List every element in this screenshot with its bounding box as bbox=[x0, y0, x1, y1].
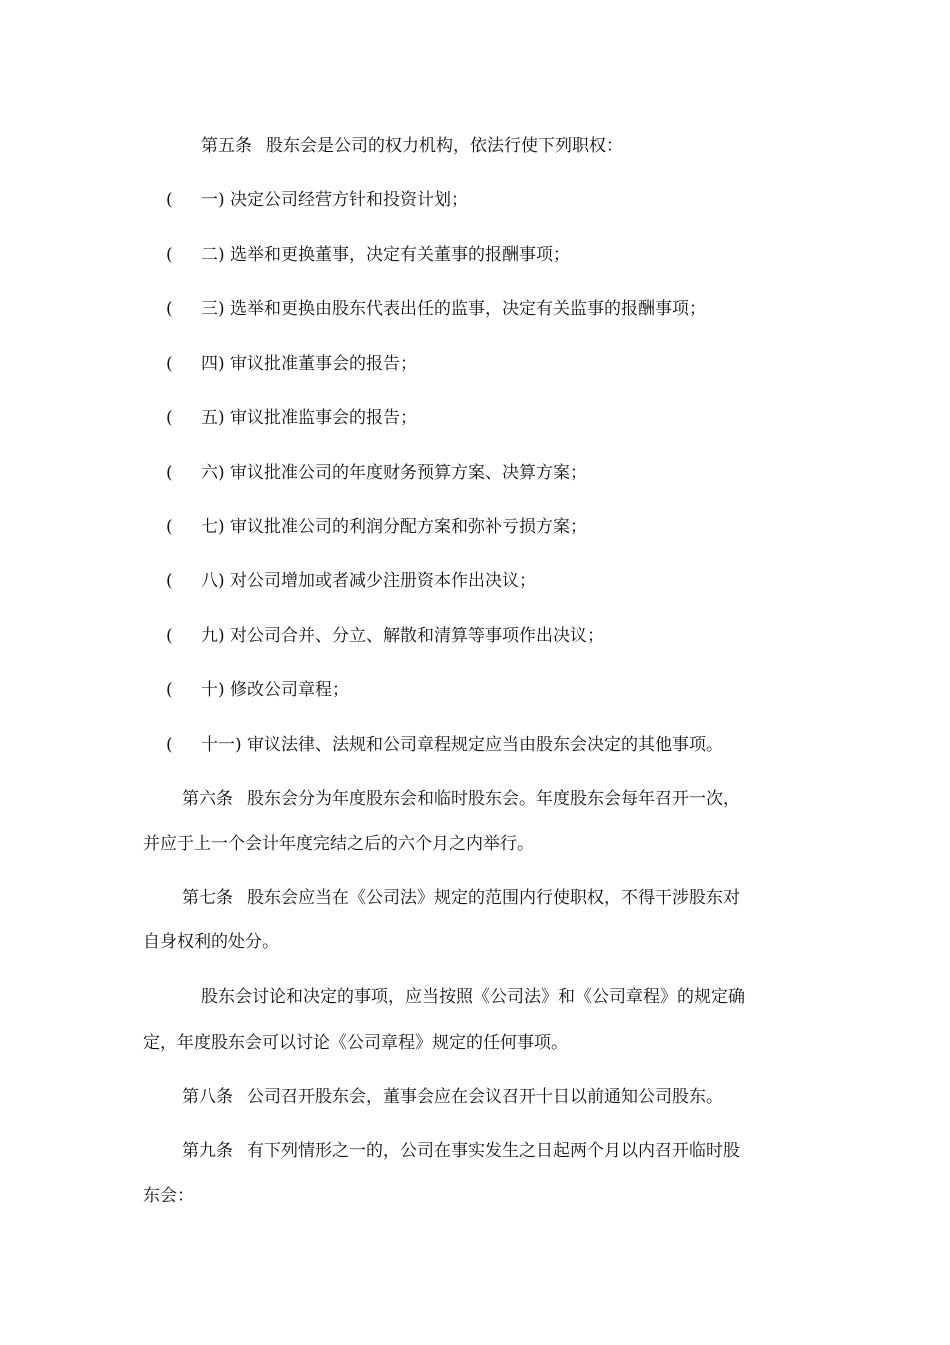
item-paren: ( bbox=[166, 354, 173, 374]
item-text: 九) 对公司合并、分立、解散和清算等事项作出决议； bbox=[201, 626, 605, 646]
article-6-line-1 bbox=[182, 787, 740, 811]
article-6-head: 第六条 bbox=[182, 789, 233, 809]
item-text: 一) 决定公司经营方针和投资计划； bbox=[201, 190, 469, 210]
list-item bbox=[0, 678, 950, 702]
list-item bbox=[0, 624, 950, 648]
item-text: 十一) 审议法律、法规和公司章程规定应当由股东会决定的其他事项。 bbox=[201, 735, 724, 755]
item-text: 二) 选举和更换董事，决定有关董事的报酬事项； bbox=[201, 245, 571, 265]
item-paren: ( bbox=[166, 463, 173, 483]
item-text: 十) 修改公司章程； bbox=[201, 680, 350, 700]
list-item bbox=[0, 243, 950, 267]
article-9-line-2: 东会： bbox=[143, 1186, 194, 1206]
item-text: 四) 审议批准董事会的报告； bbox=[201, 354, 418, 374]
item-paren: ( bbox=[166, 735, 173, 755]
article-7-text: 股东会应当在《公司法》规定的范围内行使职权，不得干涉股东对 bbox=[247, 888, 740, 908]
item-paren: ( bbox=[166, 680, 173, 700]
list-item bbox=[0, 461, 950, 485]
article-8-head: 第八条 bbox=[182, 1087, 233, 1107]
list-item bbox=[0, 515, 950, 539]
item-text: 七) 审议批准公司的利润分配方案和弥补亏损方案； bbox=[201, 517, 588, 537]
item-text: 三) 选举和更换由股东代表出任的监事，决定有关监事的报酬事项； bbox=[201, 299, 707, 319]
list-item bbox=[0, 188, 950, 212]
matters-line-1: 股东会讨论和决定的事项，应当按照《公司法》和《公司章程》的规定确 bbox=[201, 987, 745, 1007]
article-5-text: 股东会是公司的权力机构，依法行使下列职权： bbox=[266, 136, 623, 156]
article-8-line bbox=[182, 1085, 723, 1109]
item-text: 八) 对公司增加或者减少注册资本作出决议； bbox=[201, 571, 537, 591]
item-paren: ( bbox=[166, 408, 173, 428]
list-item bbox=[0, 733, 950, 757]
item-text: 五) 审议批准监事会的报告； bbox=[201, 408, 418, 428]
item-paren: ( bbox=[166, 299, 173, 319]
item-paren: ( bbox=[166, 190, 173, 210]
article-7-line-2: 自身权利的处分。 bbox=[143, 932, 279, 952]
article-7-head: 第七条 bbox=[182, 888, 233, 908]
article-7-line-1 bbox=[182, 886, 740, 910]
list-item bbox=[0, 406, 950, 430]
matters-line-2: 定，年度股东会可以讨论《公司章程》规定的任何事项。 bbox=[143, 1033, 568, 1053]
item-paren: ( bbox=[166, 626, 173, 646]
list-item bbox=[0, 569, 950, 593]
article-9-text: 有下列情形之一的，公司在事实发生之日起两个月以内召开临时股 bbox=[247, 1141, 740, 1161]
article-8-text: 公司召开股东会，董事会应在会议召开十日以前通知公司股东。 bbox=[247, 1087, 723, 1107]
item-paren: ( bbox=[166, 571, 173, 591]
list-item bbox=[0, 352, 950, 376]
item-paren: ( bbox=[166, 517, 173, 537]
article-9-head: 第九条 bbox=[182, 1141, 233, 1161]
article-6-line-2: 并应于上一个会计年度完结之后的六个月之内举行。 bbox=[143, 834, 534, 854]
article-5-line bbox=[201, 134, 623, 158]
article-6-text: 股东会分为年度股东会和临时股东会。年度股东会每年召开一次， bbox=[247, 789, 740, 809]
list-item bbox=[0, 297, 950, 321]
article-5-head: 第五条 bbox=[201, 136, 252, 156]
article-9-line-1 bbox=[182, 1139, 740, 1163]
item-paren: ( bbox=[166, 245, 173, 265]
item-text: 六) 审议批准公司的年度财务预算方案、决算方案； bbox=[201, 463, 588, 483]
